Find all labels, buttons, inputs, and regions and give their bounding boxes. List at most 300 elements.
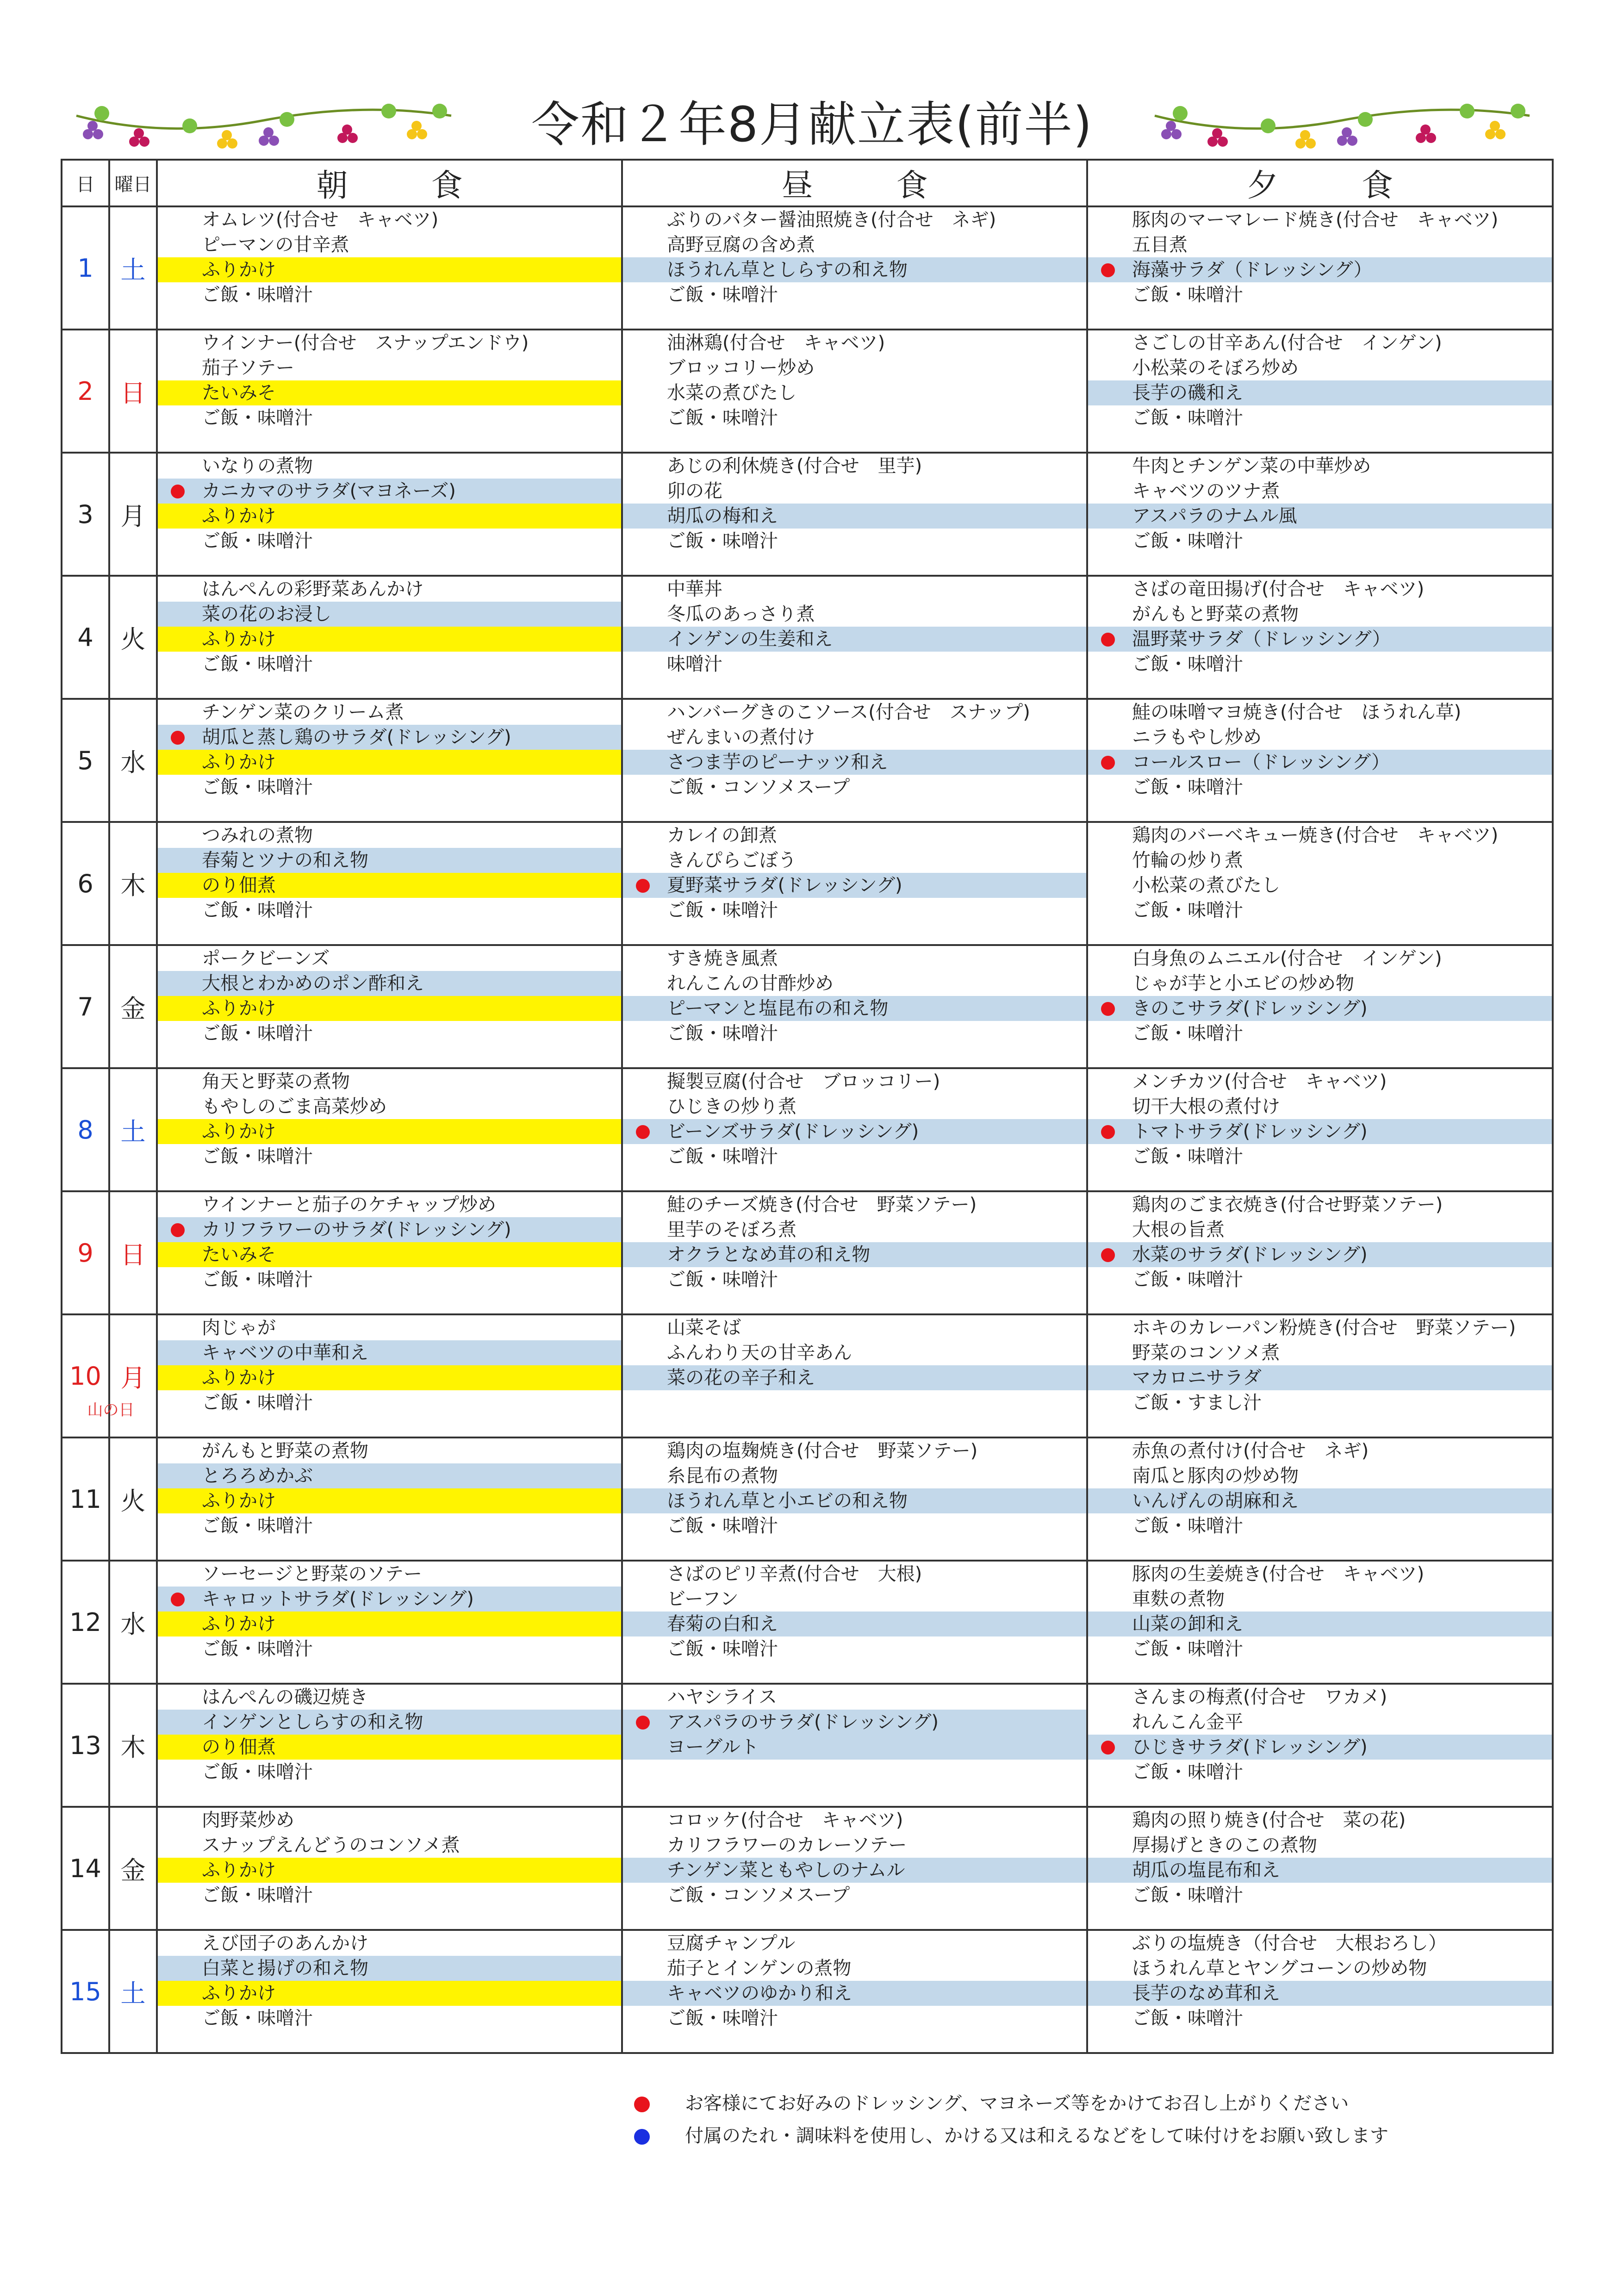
menu-item-text: ハンバーグきのこソース(付合せ スナップ) xyxy=(667,702,1030,723)
dinner-cell xyxy=(1087,576,1553,699)
menu-item xyxy=(1088,1710,1552,1735)
menu-item-text: 豆腐チャンプル xyxy=(667,1933,796,1954)
menu-item xyxy=(158,1858,621,1883)
menu-item-text: ご飯・味噌汁 xyxy=(1132,777,1243,798)
table-row xyxy=(62,1314,1553,1437)
menu-item xyxy=(623,282,1086,307)
menu-item-text: れんこんの甘酢炒め xyxy=(667,973,834,994)
menu-item-text: ふりかけ xyxy=(202,1121,276,1142)
menu-item xyxy=(1088,1217,1552,1242)
breakfast-cell xyxy=(157,1561,622,1684)
menu-item-text: 大根の旨煮 xyxy=(1132,1219,1225,1240)
menu-item xyxy=(158,1808,621,1833)
menu-item-text: ソーセージと野菜のソテー xyxy=(202,1563,422,1585)
menu-item xyxy=(623,1488,1086,1513)
menu-item-text: さばの竜田揚げ(付合せ キャベツ) xyxy=(1132,579,1425,600)
menu-item xyxy=(1088,1340,1552,1365)
menu-item xyxy=(158,1710,621,1735)
day-number xyxy=(62,1314,135,1437)
menu-item xyxy=(1088,1735,1552,1760)
menu-item-text: ハヤシライス xyxy=(667,1686,777,1708)
menu-item xyxy=(1088,1956,1552,1981)
menu-item-text: ご飯・味噌汁 xyxy=(1132,1515,1243,1537)
menu-item xyxy=(1088,1315,1552,1340)
menu-item-text: ご飯・味噌汁 xyxy=(202,284,313,305)
menu-item xyxy=(1088,282,1552,307)
menu-item xyxy=(623,1562,1086,1587)
lunch-cell xyxy=(622,1068,1087,1191)
dinner-cell xyxy=(1087,1561,1553,1684)
menu-item-text: 菜の花の辛子和え xyxy=(667,1367,815,1388)
breakfast-cell xyxy=(157,1437,622,1561)
day-number xyxy=(62,1684,109,1807)
weekday: 土 xyxy=(109,1068,157,1191)
menu-item-text: あじの利休焼き(付合せ 里芋) xyxy=(667,455,922,477)
menu-item xyxy=(1088,946,1552,971)
menu-item xyxy=(1088,1390,1552,1415)
menu-item xyxy=(1088,405,1552,430)
menu-item-text: ご飯・味噌汁 xyxy=(667,2008,778,2029)
menu-item xyxy=(1088,725,1552,750)
menu-item xyxy=(158,1069,621,1094)
menu-item-text: ほうれん草と小エビの和え物 xyxy=(667,1490,908,1512)
menu-item-text: ご飯・味噌汁 xyxy=(667,900,778,921)
menu-item xyxy=(158,504,621,529)
menu-item-text: 豚肉のマーマレード焼き(付合せ キャベツ) xyxy=(1132,209,1499,230)
menu-item xyxy=(623,1119,1086,1144)
menu-item xyxy=(623,898,1086,923)
table-row xyxy=(62,1068,1553,1191)
menu-item-text: ご飯・味噌汁 xyxy=(202,777,313,798)
menu-item-text: 野菜のコンソメ煮 xyxy=(1132,1342,1280,1363)
dinner-cell xyxy=(1087,1684,1553,1807)
breakfast-cell xyxy=(157,1684,622,1807)
table-row xyxy=(62,699,1553,822)
menu-item-text: 胡瓜の梅和え xyxy=(667,505,778,527)
header xyxy=(0,0,1624,157)
lunch-cell xyxy=(622,1930,1087,2053)
menu-item xyxy=(1088,750,1552,775)
menu-item-text: ニラもやし炒め xyxy=(1132,727,1262,748)
menu-item xyxy=(158,971,621,996)
red-dot-icon xyxy=(1101,1002,1115,1016)
menu-item xyxy=(158,627,621,652)
menu-item-text: 切干大根の煮付け xyxy=(1132,1096,1280,1117)
menu-item xyxy=(623,1636,1086,1661)
legend-text: お客様にてお好みのドレッシング、マヨネーズ等をかけてお召し上がりください xyxy=(685,2093,1349,2114)
menu-item xyxy=(1088,1587,1552,1612)
menu-item-text: 鶏肉の照り焼き(付合せ 菜の花) xyxy=(1132,1810,1406,1831)
menu-item-text: ふりかけ xyxy=(202,505,276,527)
menu-item xyxy=(158,996,621,1021)
menu-item xyxy=(158,479,621,504)
red-dot-icon xyxy=(1101,263,1115,277)
menu-item-text: 山菜の卸和え xyxy=(1132,1613,1243,1635)
menu-item xyxy=(158,207,621,232)
menu-item xyxy=(158,529,621,554)
day-number-text: 2 xyxy=(77,376,93,406)
menu-item-text: キャベツのツナ煮 xyxy=(1132,480,1280,502)
dinner-cell xyxy=(1087,699,1553,822)
menu-item xyxy=(158,750,621,775)
breakfast-cell xyxy=(157,699,622,822)
menu-item xyxy=(158,454,621,479)
legend-text: 付属のたれ・調味料を使用し、かける又は和えるなどをして味付けをお願い致します xyxy=(685,2125,1388,2147)
dinner-cell xyxy=(1087,1807,1553,1930)
menu-item-text: ご飯・味噌汁 xyxy=(202,1023,313,1044)
menu-item-text: ご飯・味噌汁 xyxy=(202,1638,313,1660)
menu-item-text: ご飯・味噌汁 xyxy=(667,1638,778,1660)
menu-item xyxy=(1088,1438,1552,1463)
menu-item-text: 白菜と揚げの和え物 xyxy=(202,1958,368,1979)
menu-item-text: ピーマンの甘辛煮 xyxy=(202,234,349,255)
menu-item xyxy=(1088,1808,1552,1833)
menu-item-text: たいみそ xyxy=(202,1244,276,1265)
menu-item xyxy=(1088,1119,1552,1144)
menu-item-text: ご飯・コンソメスープ xyxy=(667,1885,850,1906)
menu-item-text: 里芋のそぼろ煮 xyxy=(667,1219,796,1240)
menu-item xyxy=(623,1242,1086,1267)
day-number xyxy=(62,945,109,1068)
menu-item-text: 中華丼 xyxy=(667,579,722,600)
menu-item-text: いなりの煮物 xyxy=(202,455,313,477)
day-number-text: 3 xyxy=(77,499,93,529)
lunch-cell xyxy=(622,822,1087,945)
menu-item xyxy=(158,1636,621,1661)
lunch-cell xyxy=(622,453,1087,576)
menu-item xyxy=(623,1340,1086,1365)
menu-item xyxy=(623,602,1086,627)
menu-item xyxy=(623,504,1086,529)
menu-item-text: ご飯・味噌汁 xyxy=(202,407,313,429)
menu-item xyxy=(1088,529,1552,554)
menu-item-text: とろろめかぶ xyxy=(202,1465,313,1487)
menu-item-text: ぶりのバター醤油照焼き(付合せ ネギ) xyxy=(667,209,996,230)
menu-item xyxy=(623,355,1086,380)
menu-item xyxy=(623,1981,1086,2006)
menu-item-text: ご飯・味噌汁 xyxy=(667,284,778,305)
weekday: 水 xyxy=(109,699,157,822)
menu-item xyxy=(158,725,621,750)
lunch-cell xyxy=(622,699,1087,822)
table-row xyxy=(62,1437,1553,1561)
menu-item xyxy=(623,479,1086,504)
menu-item-text: ウインナー(付合せ スナップエンドウ) xyxy=(202,332,529,354)
menu-item xyxy=(623,1956,1086,1981)
menu-item xyxy=(158,232,621,257)
menu-item-text: ふりかけ xyxy=(202,998,276,1019)
menu-item-text: 海藻サラダ（ドレッシング） xyxy=(1132,259,1372,280)
menu-item-text: ビーンズサラダ(ドレッシング) xyxy=(667,1121,919,1142)
menu-item xyxy=(1088,577,1552,602)
menu-item-text: ご飯・味噌汁 xyxy=(1132,1761,1243,1783)
menu-item xyxy=(1088,652,1552,677)
menu-item xyxy=(1088,1021,1552,1046)
menu-item xyxy=(1088,1192,1552,1217)
menu-item xyxy=(1088,1833,1552,1858)
red-dot-icon xyxy=(1101,633,1115,647)
menu-item xyxy=(623,848,1086,873)
menu-item xyxy=(158,577,621,602)
day-number-text: 14 xyxy=(69,1854,101,1883)
menu-item xyxy=(158,330,621,355)
menu-item xyxy=(623,529,1086,554)
menu-item xyxy=(623,627,1086,652)
breakfast-cell xyxy=(157,453,622,576)
menu-item xyxy=(158,1192,621,1217)
menu-item xyxy=(1088,380,1552,405)
menu-item xyxy=(1088,1685,1552,1710)
menu-item xyxy=(158,1931,621,1956)
table-row xyxy=(62,576,1553,699)
menu-item-text: チンゲン菜ともやしのナムル xyxy=(667,1860,905,1881)
menu-item xyxy=(623,1612,1086,1636)
menu-item-text: ブロッコリー炒め xyxy=(667,357,815,379)
menu-body xyxy=(62,206,1553,2053)
menu-item-text: たいみそ xyxy=(202,382,276,404)
menu-item-text: 鶏肉のごま衣焼き(付合せ野菜ソテー) xyxy=(1132,1194,1443,1215)
menu-item-text: 茄子とインゲンの煮物 xyxy=(667,1958,852,1979)
menu-item xyxy=(1088,898,1552,923)
day-number xyxy=(62,330,109,453)
dinner-cell xyxy=(1087,1314,1553,1437)
menu-item-text: ぜんまいの煮付け xyxy=(667,727,815,748)
menu-item xyxy=(1088,1612,1552,1636)
day-number-text: 9 xyxy=(77,1238,93,1268)
menu-item xyxy=(158,355,621,380)
menu-item xyxy=(623,823,1086,848)
menu-item-text: ご飯・味噌汁 xyxy=(202,653,313,675)
menu-item-text: ふりかけ xyxy=(202,1490,276,1512)
day-number xyxy=(62,1437,109,1561)
menu-item-text: じゃが芋と小エビの炒め物 xyxy=(1132,973,1354,994)
menu-item-text: 肉じゃが xyxy=(202,1317,276,1338)
menu-item xyxy=(623,1144,1086,1169)
breakfast-cell xyxy=(157,1314,622,1437)
menu-item xyxy=(623,257,1086,282)
menu-item-text: すき焼き風煮 xyxy=(667,948,778,969)
menu-item-text: トマトサラダ(ドレッシング) xyxy=(1132,1121,1368,1142)
weekday: 火 xyxy=(109,1437,157,1561)
menu-item-text: 鮭の味噌マヨ焼き(付合せ ほうれん草) xyxy=(1132,702,1462,723)
red-dot-icon xyxy=(171,1593,185,1606)
menu-item xyxy=(158,1119,621,1144)
menu-item-text: ご飯・味噌汁 xyxy=(1132,1146,1243,1167)
breakfast-cell xyxy=(157,822,622,945)
menu-item-text: もやしのごま高菜炒め xyxy=(202,1096,387,1117)
table-row xyxy=(62,206,1553,330)
menu-item xyxy=(623,873,1086,898)
day-number-text: 12 xyxy=(69,1607,101,1637)
weekday: 土 xyxy=(109,1930,157,2053)
table-header-row xyxy=(62,160,1553,206)
menu-item-text: ご飯・味噌汁 xyxy=(202,1146,313,1167)
menu-item-text: ふりかけ xyxy=(202,628,276,650)
menu-item xyxy=(1088,1931,1552,1956)
menu-item-text: ご飯・味噌汁 xyxy=(202,1885,313,1906)
table-row xyxy=(62,453,1553,576)
menu-item xyxy=(623,1094,1086,1119)
table-row xyxy=(62,945,1553,1068)
menu-item xyxy=(623,996,1086,1021)
menu-item xyxy=(158,1760,621,1785)
breakfast-cell xyxy=(157,945,622,1068)
menu-item-text: ウインナーと茄子のケチャップ炒め xyxy=(202,1194,496,1215)
menu-item-text: ご飯・味噌汁 xyxy=(1132,900,1243,921)
menu-item-text: 赤魚の煮付け(付合せ ネギ) xyxy=(1132,1440,1369,1462)
menu-item-text: ホキのカレーパン粉焼き(付合せ 野菜ソテー) xyxy=(1132,1317,1516,1338)
day-number-text: 1 xyxy=(77,253,93,283)
menu-item xyxy=(158,1981,621,2006)
weekday: 金 xyxy=(109,1807,157,1930)
menu-item-text: ご飯・味噌汁 xyxy=(667,1023,778,1044)
menu-item xyxy=(623,725,1086,750)
menu-item-text: 鮭のチーズ焼き(付合せ 野菜ソテー) xyxy=(667,1194,977,1215)
dinner-cell xyxy=(1087,453,1553,576)
breakfast-cell xyxy=(157,1807,622,1930)
menu-item-text: アスパラのサラダ(ドレッシング) xyxy=(667,1711,939,1733)
legend-item xyxy=(634,2087,1388,2120)
menu-item xyxy=(1088,1488,1552,1513)
menu-item-text: ご飯・味噌汁 xyxy=(202,530,313,552)
menu-item xyxy=(158,1021,621,1046)
menu-item-text: 高野豆腐の含め煮 xyxy=(667,234,815,255)
menu-item-text: 胡瓜の塩昆布和え xyxy=(1132,1860,1280,1881)
menu-item-text: 春菊の白和え xyxy=(667,1613,778,1635)
menu-item-text: 五目煮 xyxy=(1132,234,1188,255)
menu-item xyxy=(623,577,1086,602)
menu-item-text: きんぴらごぼう xyxy=(667,850,796,871)
menu-item-text: スナップえんどうのコンソメ煮 xyxy=(202,1835,460,1856)
menu-item-text: さばのピリ辛煮(付合せ 大根) xyxy=(667,1563,922,1585)
menu-item xyxy=(158,1094,621,1119)
menu-item xyxy=(1088,232,1552,257)
menu-item xyxy=(1088,330,1552,355)
menu-item-text: のり佃煮 xyxy=(202,875,276,896)
blue-dot-icon xyxy=(634,2129,650,2145)
menu-item xyxy=(158,1217,621,1242)
holiday-label: 山の日 xyxy=(87,1401,135,1419)
dinner-cell xyxy=(1087,1437,1553,1561)
menu-item-text: ご飯・味噌汁 xyxy=(1132,284,1243,305)
menu-item xyxy=(623,207,1086,232)
menu-item xyxy=(623,1833,1086,1858)
menu-item-text: 春菊とツナの和え物 xyxy=(202,850,368,871)
menu-item xyxy=(158,775,621,800)
menu-item xyxy=(623,330,1086,355)
menu-item-text: カリフラワーのサラダ(ドレッシング) xyxy=(202,1219,511,1240)
menu-item xyxy=(158,1340,621,1365)
day-number xyxy=(62,822,109,945)
menu-item xyxy=(623,1267,1086,1292)
menu-item xyxy=(158,1438,621,1463)
menu-item-text: ご飯・味噌汁 xyxy=(667,1269,778,1290)
lunch-cell xyxy=(622,1191,1087,1314)
menu-item-text: ふりかけ xyxy=(202,1613,276,1635)
menu-item xyxy=(623,775,1086,800)
day-number-text: 10 xyxy=(69,1361,101,1391)
menu-item-text: つみれの煮物 xyxy=(202,825,313,846)
menu-item xyxy=(158,1562,621,1587)
menu-item-text: カレイの卸煮 xyxy=(667,825,777,846)
menu-item-text: ビーフン xyxy=(667,1588,739,1610)
menu-item xyxy=(158,946,621,971)
menu-item xyxy=(623,750,1086,775)
menu-item-text: ふりかけ xyxy=(202,1983,276,2004)
table-row xyxy=(62,1930,1553,2053)
menu-item xyxy=(158,282,621,307)
red-dot-icon xyxy=(634,2097,650,2112)
day-number xyxy=(62,699,109,822)
dinner-cell xyxy=(1087,1068,1553,1191)
menu-item-text: 茄子ソテー xyxy=(202,357,294,379)
menu-item-text: きのこサラダ(ドレッシング) xyxy=(1132,998,1368,1019)
day-number xyxy=(62,1191,109,1314)
menu-item-text: インゲンとしらすの和え物 xyxy=(202,1711,423,1733)
menu-item xyxy=(158,1315,621,1340)
menu-item-text: カリフラワーのカレーソテー xyxy=(667,1835,907,1856)
lunch-cell xyxy=(622,206,1087,330)
menu-item-text: はんぺんの彩野菜あんかけ xyxy=(202,579,424,600)
day-number xyxy=(62,1807,109,1930)
menu-item xyxy=(623,1315,1086,1340)
menu-item xyxy=(158,1833,621,1858)
weekday: 日 xyxy=(109,330,157,453)
menu-item-text: ご飯・味噌汁 xyxy=(202,1269,313,1290)
menu-item xyxy=(1088,1636,1552,1661)
lunch-cell xyxy=(622,945,1087,1068)
menu-item-text: 鶏肉の塩麹焼き(付合せ 野菜ソテー) xyxy=(667,1440,978,1462)
menu-item-text: ご飯・コンソメスープ xyxy=(667,777,850,798)
menu-item-text: オクラとなめ茸の和え物 xyxy=(667,1244,871,1265)
grape-vine-decoration-right xyxy=(1152,97,1532,153)
menu-item xyxy=(623,1883,1086,1908)
weekday: 水 xyxy=(109,1561,157,1684)
menu-item-text: 長芋の磯和え xyxy=(1132,382,1243,404)
menu-item xyxy=(623,1710,1086,1735)
menu-item xyxy=(158,700,621,725)
table-row xyxy=(62,1561,1553,1684)
menu-item-text: ご飯・味噌汁 xyxy=(667,1515,778,1537)
menu-item-text: ふりかけ xyxy=(202,752,276,773)
weekday: 木 xyxy=(109,822,157,945)
legend-item xyxy=(634,2120,1388,2152)
menu-item xyxy=(1088,1513,1552,1538)
menu-item xyxy=(1088,848,1552,873)
menu-item-text: チンゲン菜のクリーム煮 xyxy=(202,702,404,723)
menu-item xyxy=(1088,823,1552,848)
menu-item-text: 温野菜サラダ（ドレッシング） xyxy=(1132,628,1391,650)
menu-item xyxy=(158,2006,621,2031)
day-number xyxy=(62,453,109,576)
menu-item-text: ご飯・味噌汁 xyxy=(202,1761,313,1783)
menu-item xyxy=(1088,1858,1552,1883)
menu-item xyxy=(158,1463,621,1488)
red-dot-icon xyxy=(1101,1125,1115,1139)
day-number-text: 7 xyxy=(77,992,93,1021)
menu-item-text: ご飯・味噌汁 xyxy=(1132,1638,1243,1660)
menu-item xyxy=(158,848,621,873)
menu-item-text: 車麩の煮物 xyxy=(1132,1588,1225,1610)
menu-item-text: ご飯・味噌汁 xyxy=(667,407,778,429)
menu-item xyxy=(623,2006,1086,2031)
table-row xyxy=(62,822,1553,945)
weekday: 日 xyxy=(109,1191,157,1314)
menu-item xyxy=(623,1438,1086,1463)
breakfast-cell xyxy=(157,206,622,330)
menu-item xyxy=(158,1144,621,1169)
menu-item xyxy=(1088,454,1552,479)
